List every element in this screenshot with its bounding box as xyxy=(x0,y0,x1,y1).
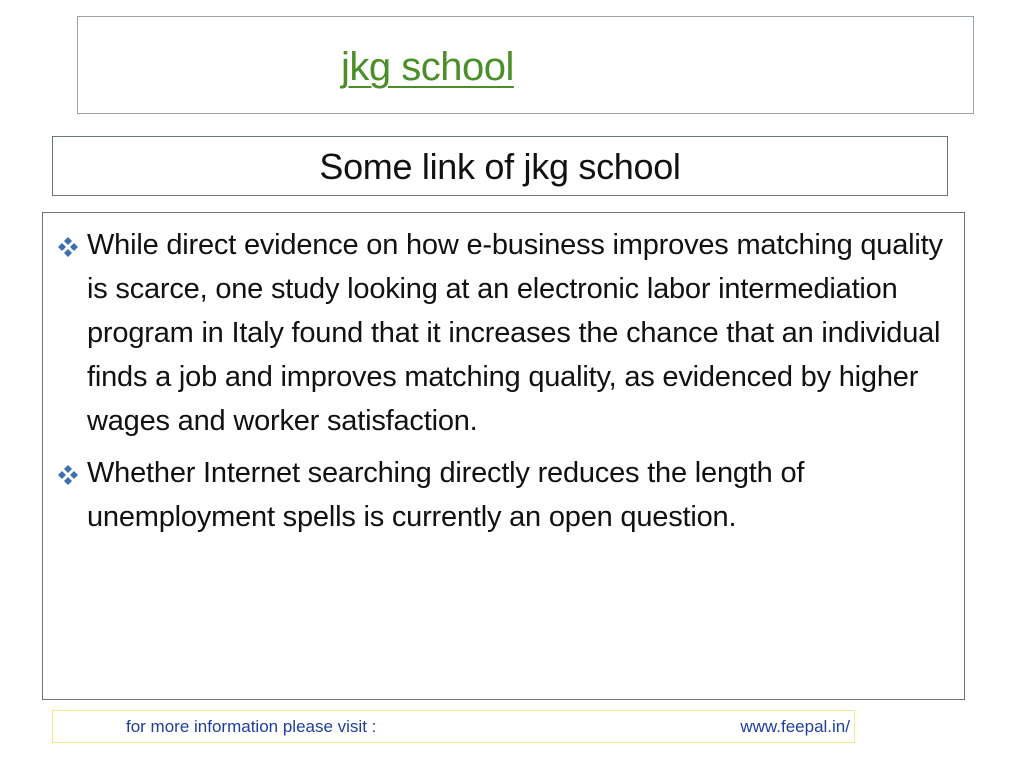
four-diamond-bullet-icon xyxy=(57,464,79,486)
content-box xyxy=(42,212,965,700)
bullet-list xyxy=(55,223,954,547)
four-diamond-bullet-icon xyxy=(57,236,79,258)
slide-subtitle: Some link of jkg school xyxy=(319,146,681,187)
footer-website-link[interactable]: www.feepal.in/ xyxy=(740,717,850,736)
footer-box xyxy=(52,710,855,743)
title-box xyxy=(77,16,974,114)
bullet-item xyxy=(55,223,954,443)
bullet-item xyxy=(55,451,954,539)
bullet-text: Whether Internet searching directly reduces the length of unemployment spells is currently an open question. xyxy=(87,457,805,533)
slide-title-link[interactable]: jkg school xyxy=(341,45,514,89)
footer-text: for more information please visit : xyxy=(126,717,377,736)
subtitle-box xyxy=(52,136,948,196)
bullet-text: While direct evidence on how e-business improves matching quality is scarce, one study looking at an electronic labor intermediation program in Italy found that it increases the chance that an individual finds a job and improves matching quality, as evidenced by higher wages and worker satisfaction. xyxy=(87,229,943,437)
